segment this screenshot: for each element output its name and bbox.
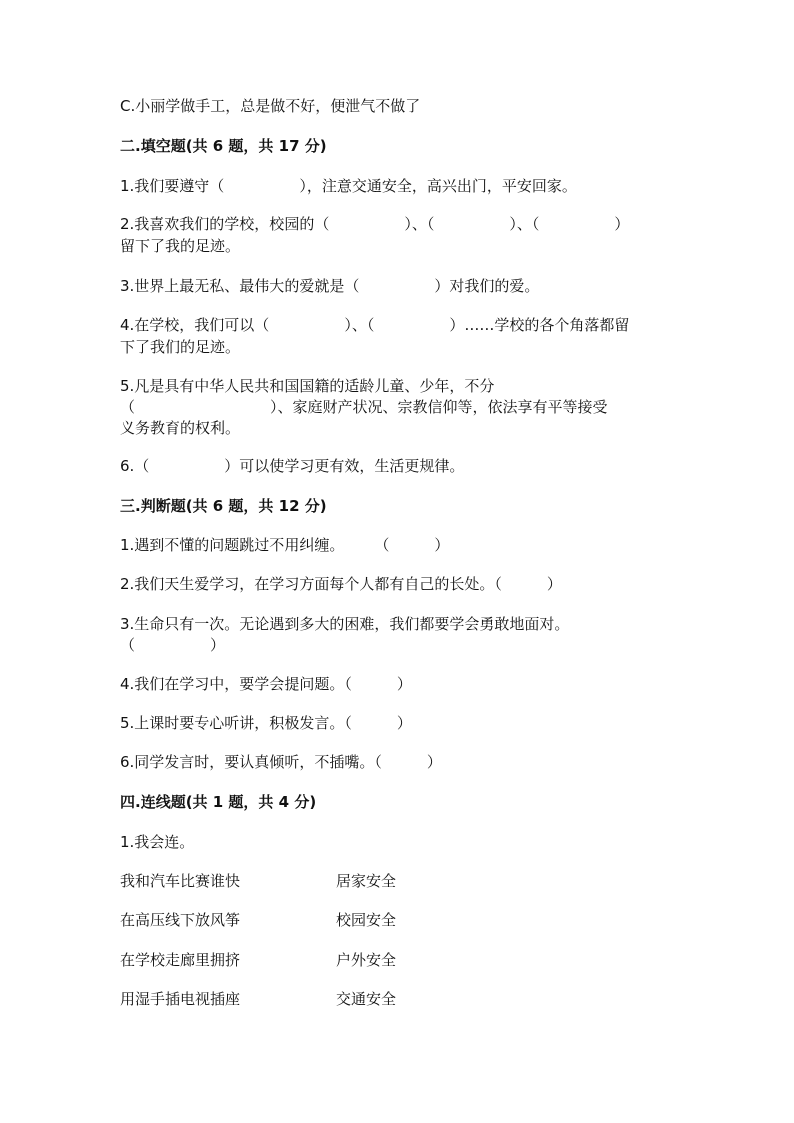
matching-question-1: 1.我会连。 [120, 833, 195, 851]
match-right-item: 户外安全 [336, 951, 397, 969]
match-right-item: 交通安全 [336, 990, 397, 1008]
judgment-question-4: 4.我们在学习中，要学会提问题。（ ） [120, 675, 412, 693]
fill-question-5-line3: 义务教育的权利。 [120, 419, 241, 437]
match-left-item: 我和汽车比赛谁快 [120, 872, 241, 890]
match-left-item: 在学校走廊里拥挤 [120, 951, 241, 969]
fill-question-2-line1: 2.我喜欢我们的学校，校园的（ ）、（ ）、（ ） [120, 215, 630, 233]
match-right-item: 居家安全 [336, 872, 397, 890]
fill-question-5-line1: 5.凡是具有中华人民共和国国籍的适龄儿童、少年，不分 [120, 377, 495, 395]
match-left-item: 在高压线下放风筝 [120, 911, 241, 929]
judgment-question-1: 1.遇到不懂的问题跳过不用纠缠。 （ ） [120, 536, 450, 554]
option-c: C.小丽学做手工，总是做不好，便泄气不做了 [120, 97, 421, 115]
section-judgment-heading: 三.判断题(共 6 题，共 12 分) [120, 497, 327, 515]
judgment-question-3-line1: 3.生命只有一次。无论遇到多大的困难，我们都要学会勇敢地面对。 [120, 615, 570, 633]
fill-question-3: 3.世界上最无私、最伟大的爱就是（ ）对我们的爱。 [120, 277, 540, 295]
section-matching-heading: 四.连线题(共 1 题，共 4 分) [120, 793, 317, 811]
fill-question-4-line1: 4.在学校，我们可以（ ）、（ ）……学校的各个角落都留 [120, 316, 630, 334]
fill-question-4-line2: 下了我们的足迹。 [120, 338, 241, 356]
judgment-question-2: 2.我们天生爱学习，在学习方面每个人都有自己的长处。（ ） [120, 575, 562, 593]
section-fill-blank-heading: 二.填空题(共 6 题，共 17 分) [120, 137, 327, 155]
match-left-item: 用湿手插电视插座 [120, 990, 241, 1008]
fill-question-2-line2: 留下了我的足迹。 [120, 237, 241, 255]
fill-question-1: 1.我们要遵守（ ），注意交通安全，高兴出门，平安回家。 [120, 177, 577, 195]
fill-question-5-line2: （ ）、家庭财产状况、宗教信仰等，依法享有平等接受 [120, 398, 608, 416]
judgment-question-6: 6.同学发言时，要认真倾听，不插嘴。（ ） [120, 753, 442, 771]
judgment-question-5: 5.上课时要专心听讲，积极发言。（ ） [120, 714, 412, 732]
match-right-item: 校园安全 [336, 911, 397, 929]
fill-question-6: 6.（ ）可以使学习更有效，生活更规律。 [120, 457, 465, 475]
judgment-question-3-line2: （ ） [120, 636, 226, 654]
